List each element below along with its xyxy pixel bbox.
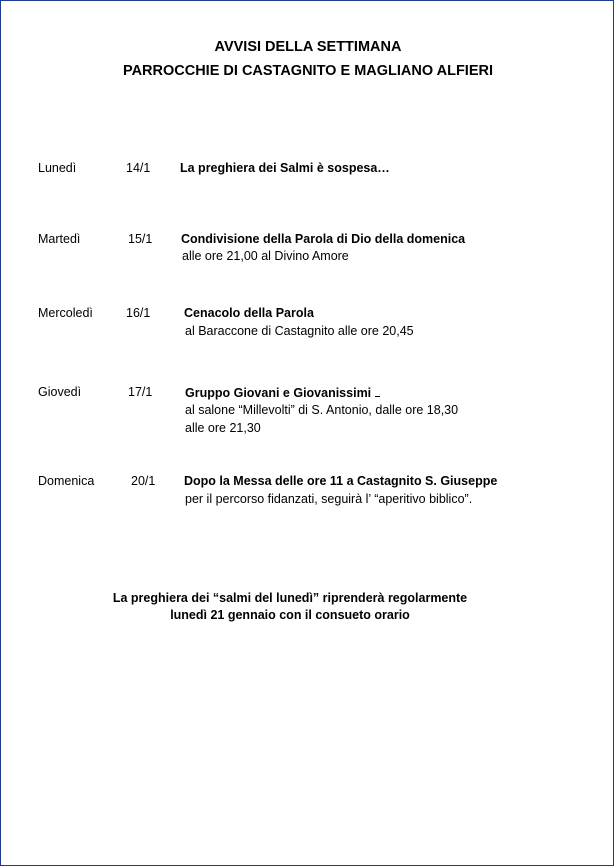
event-detail: alle ore 21,30 <box>185 421 261 435</box>
day-label: Domenica <box>38 474 95 488</box>
event-headline: Cenacolo della Parola <box>184 306 314 320</box>
event-headline <box>185 384 380 402</box>
footer-note-line-1: La preghiera dei “salmi del lunedì” riprenderà regolarmente <box>112 591 468 605</box>
day-label: Giovedì <box>38 385 82 399</box>
underline-mark <box>375 384 380 397</box>
event-detail: al salone “Millevolti” di S. Antonio, dalle ore 18,30 <box>185 403 459 417</box>
event-headline: La preghiera dei Salmi è sospesa… <box>180 161 390 175</box>
event-headline-text: Gruppo Giovani e Giovanissimi <box>185 386 372 400</box>
date-label: 17/1 <box>128 385 153 399</box>
event-headline: Dopo la Messa delle ore 11 a Castagnito S. Giuseppe <box>184 474 498 488</box>
date-label: 14/1 <box>126 161 151 175</box>
date-label: 20/1 <box>131 474 156 488</box>
date-label: 15/1 <box>128 232 153 246</box>
footer-note-line-2: lunedì 21 gennaio con il consueto orario <box>170 608 410 622</box>
title-line-2: PARROCCHIE DI CASTAGNITO E MAGLIANO ALFIERI <box>122 63 494 79</box>
event-detail: al Baraccone di Castagnito alle ore 20,45 <box>185 324 414 338</box>
day-label: Lunedì <box>38 161 77 175</box>
event-detail: alle ore 21,00 al Divino Amore <box>182 249 349 263</box>
date-label: 16/1 <box>126 306 151 320</box>
event-headline: Condivisione della Parola di Dio della domenica <box>181 232 466 246</box>
day-label: Mercoledì <box>38 306 93 320</box>
day-label: Martedì <box>38 232 81 246</box>
title-line-1: AVVISI DELLA SETTIMANA <box>214 39 402 55</box>
event-detail: per il percorso fidanzati, seguirà l’ “aperitivo biblico”. <box>185 492 473 506</box>
